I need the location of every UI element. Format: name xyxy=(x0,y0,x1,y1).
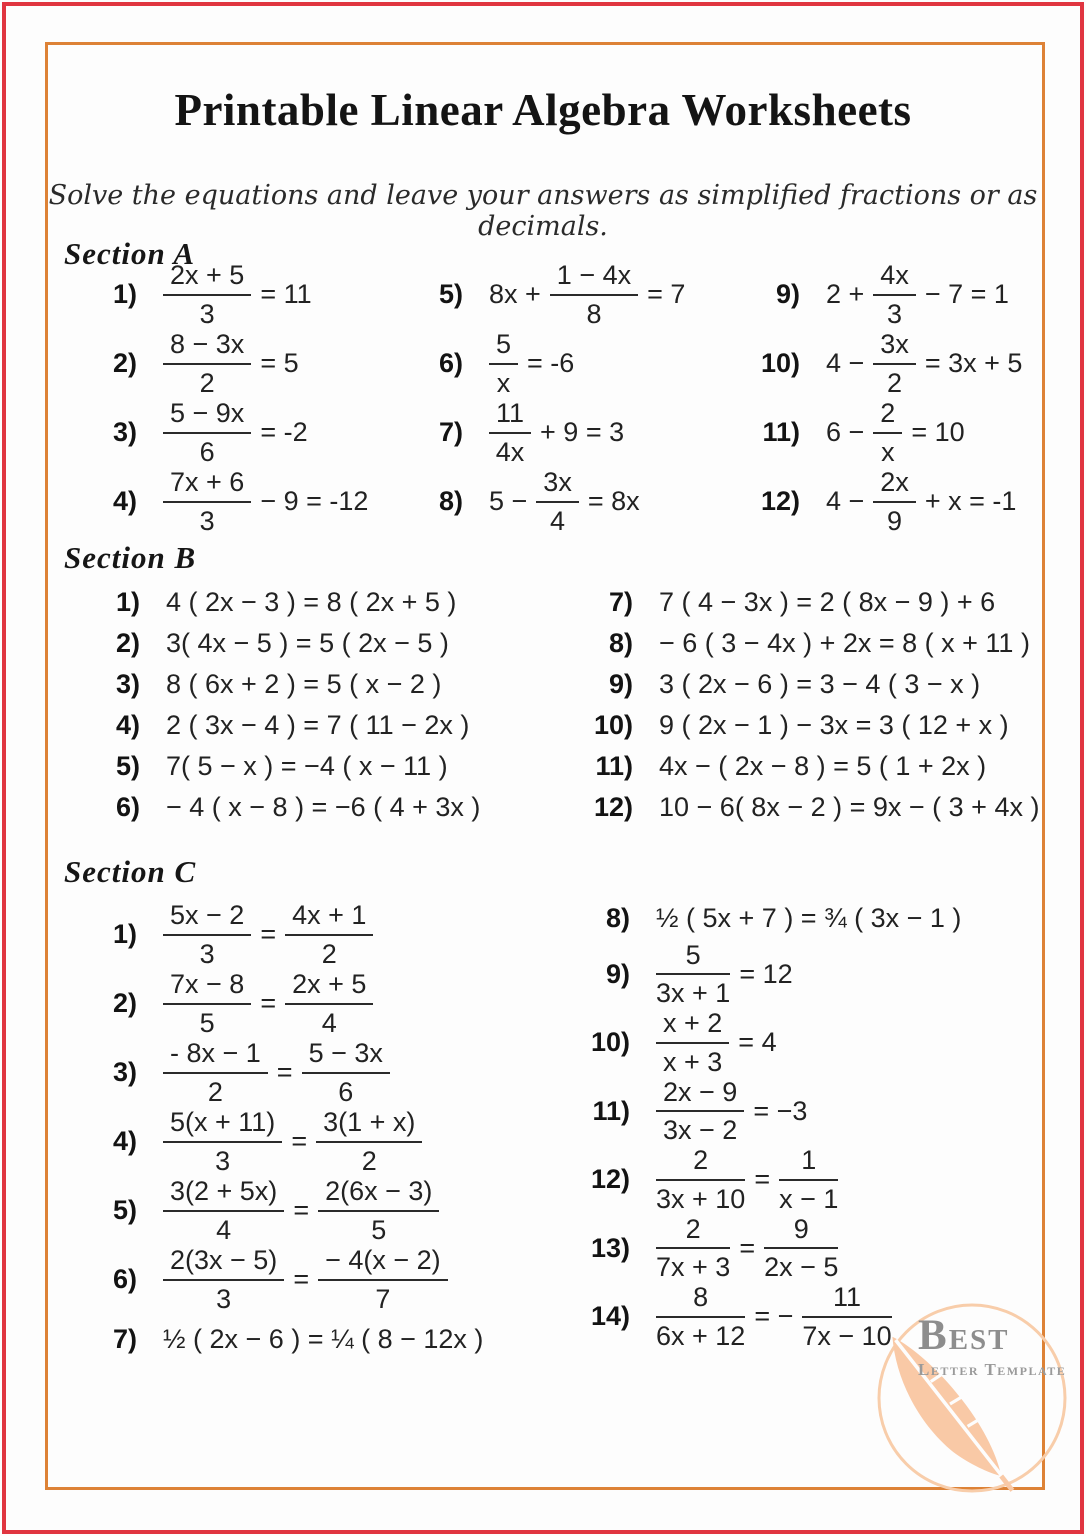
problem-row xyxy=(82,398,417,467)
problem-number: 2) xyxy=(112,348,137,378)
equation xyxy=(656,1145,838,1213)
fraction: $\frac{5 - 3x}{6}$ xyxy=(302,1038,390,1106)
equation xyxy=(826,260,1009,328)
problem-row xyxy=(82,1107,522,1176)
equation-text: 8x + xyxy=(489,279,541,309)
problem-row xyxy=(85,705,555,746)
fraction: $\frac{2(6x - 3)}{5}$ xyxy=(318,1176,439,1244)
problem-number: 5) xyxy=(438,279,463,309)
equation xyxy=(656,1214,838,1282)
equation xyxy=(166,587,456,618)
equation-text: 10 − 6( 8x − 2 ) = 9x − ( 3 + 4x ) xyxy=(659,792,1040,822)
logo-text xyxy=(918,1312,1066,1380)
logo-subtitle: Letter Template xyxy=(918,1360,1067,1380)
fraction: $\frac{7x - 8}{5}$ xyxy=(163,969,251,1037)
problem-number: 11) xyxy=(595,751,633,781)
problem-number: 5) xyxy=(112,1195,137,1225)
problem-number: 7) xyxy=(438,417,463,447)
equation-text: 4 − xyxy=(826,486,865,516)
equation-text: = −3 xyxy=(753,1095,808,1126)
problem-row xyxy=(82,467,417,536)
problem-row xyxy=(575,1145,1035,1213)
problem-number: 10) xyxy=(593,710,633,740)
equation-text: 7( 5 − x ) = −4 ( x − 11 ) xyxy=(166,751,448,781)
equation xyxy=(166,669,441,700)
logo xyxy=(868,1292,1080,1510)
equation xyxy=(489,467,640,535)
problem-row xyxy=(82,329,417,398)
problem-row xyxy=(408,260,743,329)
problem-row xyxy=(82,1245,522,1314)
equation xyxy=(163,1324,483,1355)
equation-text: = 7 xyxy=(647,279,686,309)
problem-number: 8) xyxy=(608,628,633,658)
problem-number: 12) xyxy=(593,792,633,822)
equation-text: = xyxy=(291,1126,308,1156)
problem-row xyxy=(82,260,417,329)
equation xyxy=(656,940,793,1008)
equation-text: = xyxy=(293,1195,310,1225)
problem-number: 8) xyxy=(605,902,630,933)
problem-number: 3) xyxy=(115,669,140,699)
equation-text: 8 ( 6x + 2 ) = 5 ( x − 2 ) xyxy=(166,669,442,699)
fraction: $\frac{9}{2x - 5}$ xyxy=(764,1213,839,1283)
fraction: $\frac{4x}{3}$ xyxy=(873,260,916,328)
equation xyxy=(163,467,368,535)
problem-row xyxy=(578,705,1058,746)
problem-row xyxy=(575,896,1035,940)
fraction: $\frac{5}{3x + 1}$ xyxy=(656,940,731,1009)
fraction: $\frac{2(3x - 5)}{3}$ xyxy=(163,1245,284,1313)
equation-text: = -2 xyxy=(260,417,308,447)
fraction: $\frac{5}{x}$ xyxy=(489,329,518,397)
equation xyxy=(163,398,308,466)
equation-text: − 7 = 1 xyxy=(924,279,1009,309)
problem-number: 10) xyxy=(760,348,800,378)
equation xyxy=(826,467,1016,535)
problem-number: 13) xyxy=(590,1232,630,1263)
equation-text: 4x − ( 2x − 8 ) = 5 ( 1 + 2x ) xyxy=(659,751,987,781)
problem-row xyxy=(575,1214,1035,1282)
problem-number: 9) xyxy=(608,669,633,699)
problem-row xyxy=(82,969,522,1038)
fraction: $\frac{5 - 9x}{6}$ xyxy=(163,398,251,466)
equation xyxy=(163,969,373,1037)
fraction: $\frac{- 4(x - 2)}{7}$ xyxy=(318,1245,448,1313)
problem-row xyxy=(408,329,743,398)
instructions-text: Solve the equations and leave your answers as simplified fractions or as decimals. xyxy=(48,180,1038,242)
fraction: $\frac{2x}{9}$ xyxy=(873,467,916,535)
equation xyxy=(163,900,373,968)
equation xyxy=(659,751,986,782)
problem-number: 3) xyxy=(112,417,137,447)
equation xyxy=(163,329,299,397)
section-b-column-2 xyxy=(578,582,1058,828)
problem-row xyxy=(745,329,1080,398)
equation xyxy=(656,903,961,934)
equation xyxy=(659,792,1039,823)
section-b-column-1 xyxy=(85,582,555,828)
equation-text: = − xyxy=(754,1301,794,1332)
section-a-column-1 xyxy=(82,260,417,536)
equation-text: 3 ( 2x − 6 ) = 3 − 4 ( 3 − x ) xyxy=(659,669,981,699)
section-b-heading: Section B xyxy=(64,540,197,575)
equation-text: = 4 xyxy=(738,1027,777,1058)
fraction: $\frac{2}{7x + 3}$ xyxy=(656,1213,731,1283)
problem-row xyxy=(85,582,555,623)
problem-number: 1) xyxy=(112,279,137,309)
problem-row xyxy=(82,1176,522,1245)
equation xyxy=(163,1176,439,1244)
problem-row xyxy=(85,623,555,664)
fraction: $\frac{3(1 + x)}{2}$ xyxy=(316,1107,422,1175)
section-c-heading: Section C xyxy=(64,854,197,889)
fraction: $\frac{1}{x - 1}$ xyxy=(779,1145,839,1214)
section-a-heading: Section A xyxy=(64,236,196,271)
equation xyxy=(166,628,449,659)
equation-text: = -6 xyxy=(527,348,575,378)
problem-row xyxy=(408,467,743,536)
equation-text: = 3x + 5 xyxy=(924,348,1023,378)
problem-row xyxy=(578,746,1058,787)
equation-text: 6 − xyxy=(826,417,865,447)
problem-row xyxy=(82,1038,522,1107)
equation xyxy=(166,751,448,782)
equation-text: 4 − xyxy=(826,348,865,378)
equation xyxy=(659,710,1009,741)
equation-text: = xyxy=(754,1164,771,1195)
equation-text: 7 ( 4 − 3x ) = 2 ( 8x − 9 ) + 6 xyxy=(659,587,996,617)
problem-number: 6) xyxy=(438,348,463,378)
equation xyxy=(166,792,480,823)
equation-text: = xyxy=(276,1057,293,1087)
problem-number: 14) xyxy=(590,1301,630,1332)
problem-row xyxy=(745,260,1080,329)
problem-number: 12) xyxy=(760,486,800,516)
fraction: $\frac{8}{6x + 12}$ xyxy=(656,1282,746,1351)
problem-number: 9) xyxy=(775,279,800,309)
equation-text: = 10 xyxy=(911,417,965,447)
problem-number: 4) xyxy=(112,486,137,516)
equation-text: = xyxy=(260,988,277,1018)
fraction: $\frac{8 - 3x}{2}$ xyxy=(163,329,251,397)
equation-text: = xyxy=(739,1232,756,1263)
problem-number: 4) xyxy=(112,1126,137,1156)
problem-row xyxy=(575,940,1035,1008)
equation xyxy=(166,710,469,741)
equation xyxy=(163,1107,422,1175)
fraction: $\frac{- 8x - 1}{2}$ xyxy=(163,1038,268,1106)
equation-text: − 9 = -12 xyxy=(260,486,369,516)
equation-text: 3( 4x − 5 ) = 5 ( 2x − 5 ) xyxy=(166,628,449,658)
equation-text: = 5 xyxy=(260,348,299,378)
problem-number: 10) xyxy=(590,1027,630,1058)
equation-text: + x = -1 xyxy=(924,486,1017,516)
equation-text: − 4 ( x − 8 ) = −6 ( 4 + 3x ) xyxy=(166,792,481,822)
equation xyxy=(163,260,312,328)
equation-text: = 12 xyxy=(739,958,793,989)
fraction: $\frac{11}{4x}$ xyxy=(489,398,531,466)
problem-number: 6) xyxy=(115,792,140,822)
equation xyxy=(826,329,1022,397)
problem-row xyxy=(578,623,1058,664)
problem-row xyxy=(578,664,1058,705)
equation-text: − 6 ( 3 − 4x ) + 2x = 8 ( x + 11 ) xyxy=(659,628,1030,658)
fraction: $\frac{5x - 2}{3}$ xyxy=(163,900,251,968)
problem-number: 11) xyxy=(592,1095,630,1126)
fraction: $\frac{2x - 9}{3x - 2}$ xyxy=(656,1077,744,1145)
section-c-column-1 xyxy=(82,900,522,1364)
problem-number: 3) xyxy=(112,1057,137,1087)
fraction: $\frac{7x + 6}{3}$ xyxy=(163,467,251,535)
problem-row xyxy=(82,900,522,969)
fraction: $\frac{1 - 4x}{8}$ xyxy=(550,260,638,328)
fraction: $\frac{2}{x}$ xyxy=(873,398,902,466)
fraction: $\frac{4x + 1}{2}$ xyxy=(285,900,373,968)
problem-number: 8) xyxy=(438,486,463,516)
problem-row xyxy=(745,467,1080,536)
problem-number: 7) xyxy=(112,1323,137,1354)
equation-text: = xyxy=(293,1264,310,1294)
problem-row xyxy=(578,787,1058,828)
equation xyxy=(163,1038,390,1106)
equation xyxy=(489,398,624,466)
equation xyxy=(163,1245,448,1313)
fraction: $\frac{x + 2}{x + 3}$ xyxy=(656,1008,729,1076)
problem-row xyxy=(575,1008,1035,1076)
fraction: $\frac{2x + 5}{3}$ xyxy=(163,260,251,328)
equation-text: 2 + xyxy=(826,279,865,309)
equation xyxy=(659,628,1030,659)
section-a-column-2 xyxy=(408,260,743,536)
equation xyxy=(659,587,995,618)
equation xyxy=(489,260,685,328)
fraction: $\frac{3(2 + 5x)}{4}$ xyxy=(163,1176,284,1244)
fraction: $\frac{2}{3x + 10}$ xyxy=(656,1145,746,1214)
problem-row xyxy=(85,787,555,828)
logo-title: BEST xyxy=(918,1312,1010,1359)
page-title: Printable Linear Algebra Worksheets xyxy=(174,85,912,135)
problem-number: 1) xyxy=(115,587,140,617)
problem-number: 11) xyxy=(762,417,800,447)
equation-text: + 9 = 3 xyxy=(540,417,625,447)
equation xyxy=(656,1282,892,1350)
equation xyxy=(659,669,980,700)
equation xyxy=(656,1077,807,1145)
equation-text: = 8x xyxy=(587,486,640,516)
problem-number: 7) xyxy=(608,587,633,617)
problem-row xyxy=(82,1314,522,1364)
problem-number: 6) xyxy=(112,1264,137,1294)
fraction: $\frac{11}{7x - 10}$ xyxy=(802,1282,892,1351)
equation-text: 4 ( 2x − 3 ) = 8 ( 2x + 5 ) xyxy=(166,587,457,617)
section-c-column-2 xyxy=(575,896,1035,1351)
problem-number: 2) xyxy=(112,988,137,1018)
section-a-column-3 xyxy=(745,260,1080,536)
equation-text: 5 − xyxy=(489,486,528,516)
equation-text: ½ ( 5x + 7 ) = ¾ ( 3x − 1 ) xyxy=(656,902,962,933)
fraction: $\frac{2x + 5}{4}$ xyxy=(285,969,373,1037)
problem-number: 1) xyxy=(112,919,137,949)
problem-row xyxy=(85,664,555,705)
problem-row xyxy=(85,746,555,787)
problem-row xyxy=(745,398,1080,467)
fraction: $\frac{3x}{2}$ xyxy=(873,329,916,397)
equation xyxy=(826,398,965,466)
equation xyxy=(489,329,574,397)
fraction: $\frac{5(x + 11)}{3}$ xyxy=(163,1107,282,1175)
equation-text: 9 ( 2x − 1 ) − 3x = 3 ( 12 + x ) xyxy=(659,710,1009,740)
problem-row xyxy=(578,582,1058,623)
problem-number: 5) xyxy=(115,751,140,781)
fraction: $\frac{3x}{4}$ xyxy=(536,467,579,535)
problem-row xyxy=(408,398,743,467)
problem-number: 12) xyxy=(590,1164,630,1195)
problem-row xyxy=(575,1077,1035,1145)
equation-text: = 11 xyxy=(260,279,312,309)
problem-number: 4) xyxy=(115,710,140,740)
problem-number: 2) xyxy=(115,628,140,658)
equation-text: ½ ( 2x − 6 ) = ¼ ( 8 − 12x ) xyxy=(163,1323,484,1354)
equation-text: = xyxy=(260,919,277,949)
problem-number: 9) xyxy=(605,958,630,989)
equation xyxy=(656,1008,777,1076)
equation-text: 2 ( 3x − 4 ) = 7 ( 11 − 2x ) xyxy=(166,710,470,740)
